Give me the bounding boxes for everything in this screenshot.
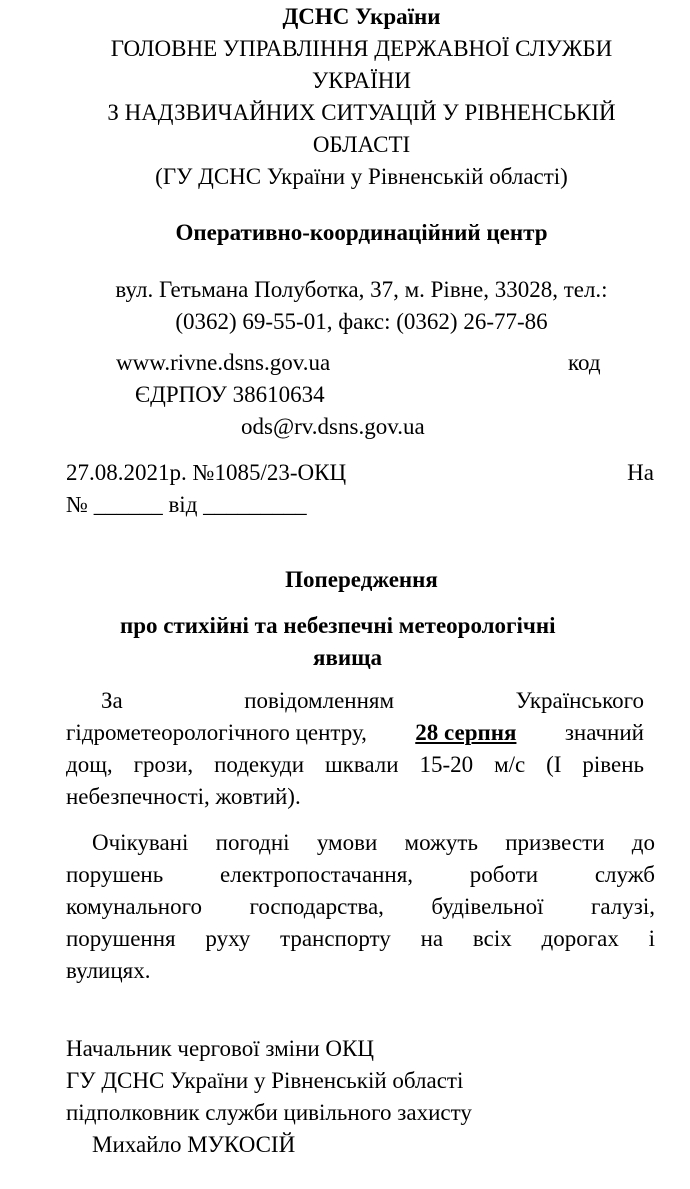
directorate-line-1: ГОЛОВНЕ УПРАВЛІННЯ ДЕРЖАВНОЇ СЛУЖБИ	[110, 36, 613, 61]
email-link[interactable]: ods@rv.dsns.gov.ua	[241, 414, 425, 439]
address-line-1: вул. Гетьмана Полуботка, 37, м. Рівне, 33028, тел.:	[115, 277, 608, 302]
department-name: Оперативно-координаційний центр	[175, 220, 548, 245]
edrpou-code: ЄДРПОУ 38610634	[135, 382, 325, 407]
directorate-line-4: ОБЛАСТІ	[312, 132, 411, 157]
warning-subtitle-line-1: про стихійні та небезпечні метеорологічні	[120, 613, 556, 638]
agency-name: ДСНС України	[282, 4, 441, 29]
signatory-name: Михайло МУКОСІЙ	[92, 1132, 296, 1157]
reference-number-line: № ______ від _________	[66, 492, 307, 517]
p1-word-3: Українського	[515, 688, 644, 713]
warning-heading: Попередження	[285, 567, 438, 592]
signatory-position-2: ГУ ДСНС України у Рівненській області	[66, 1068, 464, 1093]
paragraph-2-line-5: вулицях.	[66, 958, 151, 983]
p1-word-2: повідомленням	[244, 688, 395, 713]
paragraph-2-line-2: порушень електропостачання, роботи служб	[66, 862, 655, 887]
paragraph-1-line-1	[66, 685, 644, 717]
forecast-date: 28 серпня	[415, 720, 517, 745]
on-label: На	[627, 460, 654, 485]
website-link[interactable]: www.rivne.dsns.gov.ua	[116, 350, 331, 375]
directorate-line-2: УКРАЇНИ	[312, 68, 411, 93]
document-date-number: 27.08.2021р. №1085/23-ОКЦ	[66, 460, 347, 485]
paragraph-2-line-3: комунального господарства, будівельної галузі,	[66, 894, 655, 919]
signatory-rank: підполковник служби цивільного захисту	[66, 1100, 472, 1125]
p1-line2-after: значний	[564, 720, 644, 745]
warning-subtitle-line-2: явища	[313, 645, 383, 670]
directorate-line-3: З НАДЗВИЧАЙНИХ СИТУАЦІЙ У РІВНЕНСЬКІЙ	[107, 100, 616, 125]
address-line-2: (0362) 69-55-01, факс: (0362) 26-77-86	[175, 309, 548, 334]
p1-line2-before: гідрометеорологічного центру,	[66, 720, 367, 745]
paragraph-2-line-1: Очікувані погодні умови можуть призвести до	[92, 830, 655, 855]
signatory-position-1: Начальник чергової зміни ОКЦ	[66, 1036, 374, 1061]
agency-abbreviation: (ГУ ДСНС України у Рівненській області)	[155, 164, 568, 189]
paragraph-2-line-4: порушення руху транспорту на всіх дорогах і	[66, 926, 655, 951]
paragraph-1-line-4: небезпечності, жовтий).	[66, 784, 301, 809]
code-label: код	[568, 350, 601, 375]
paragraph-1-line-3: дощ, грози, подекуди шквали 15-20 м/с (I рівень	[66, 752, 644, 777]
p1-word-1: За	[101, 688, 123, 713]
paragraph-1-line-2	[66, 717, 644, 749]
